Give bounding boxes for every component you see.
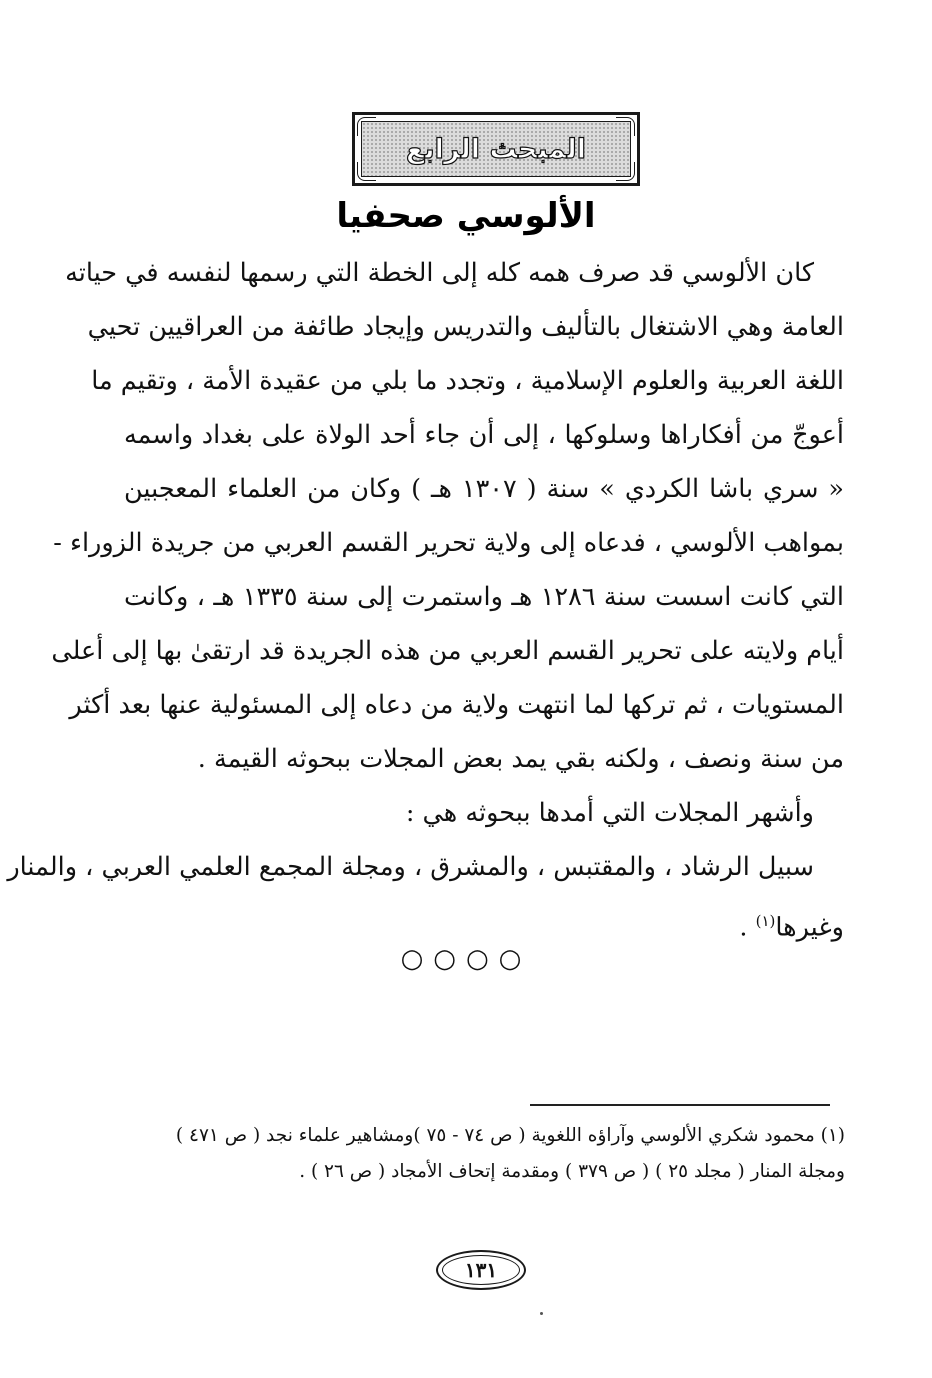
section-header-box <box>352 112 640 186</box>
ornament-corner <box>616 117 635 136</box>
section-separator: ○○○○ <box>400 944 532 974</box>
page-number-text: ١٣١ <box>464 1258 498 1282</box>
body-line: المستويات ، ثم تركها لما انتهت ولاية من دعاه إلى المسئولية عنها بعد أكثر <box>69 690 844 720</box>
body-line: أعوجّ من أفكاراها وسلوكها ، إلى أن جاء أحد الولاة على بغداد واسمه <box>124 420 844 450</box>
footnotes <box>100 1118 845 1190</box>
body-line: من سنة ونصف ، ولكنه بقي يمد بعض المجلات ببحوثه القيمة . <box>197 744 844 774</box>
body-line: العامة وهي الاشتغال بالتأليف والتدريس وإيجاد طائفة من العراقيين تحيي <box>87 312 844 342</box>
footnote-line: ومجلة المنار ( مجلد ٢٥ ) ( ص ٣٧٩ ) ومقدمة إتحاف الأمجاد ( ص ٢٦ ) . <box>299 1161 845 1182</box>
body-text-fragment: وغيرها <box>775 912 844 943</box>
chapter-title: الألوسي صحفيا <box>336 196 596 236</box>
body-text <box>7 246 845 948</box>
body-line: سبيل الرشاد ، والمقتبس ، والمشرق ، ومجلة المجمع العلمي العربي ، والمنار <box>7 852 814 882</box>
body-line: « سري باشا الكردي » سنة ( ١٣٠٧ هـ ) وكان من العلماء المعجبين <box>124 474 845 504</box>
footnote-divider <box>530 1104 830 1106</box>
body-line: بمواهب الألوسي ، فدعاه إلى ولاية تحرير القسم العربي من جريدة الزوراء - <box>53 528 844 558</box>
page-number <box>436 1250 526 1290</box>
body-text-fragment: . <box>739 912 756 943</box>
body-line: التي كانت اسست سنة ١٢٨٦ هـ واستمرت إلى سنة ١٣٣٥ هـ ، وكانت <box>124 582 844 612</box>
ornament-corner <box>357 117 376 136</box>
ornament-corner <box>616 162 635 181</box>
body-line: وأشهر المجلات التي أمدها ببحوثه هي : <box>405 798 814 828</box>
section-label: المبحث الرابع <box>406 133 586 165</box>
body-line: اللغة العربية والعلوم الإسلامية ، وتجدد ما بلي من عقيدة الأمة ، وتقيم ما <box>91 366 844 396</box>
body-line: أيام ولايته على تحرير القسم العربي من هذه الجريدة قد ارتقىٰ بها إلى أعلى <box>51 636 844 666</box>
body-line-last <box>124 894 844 948</box>
footnote-line: (١) محمود شكري الألوسي وآراؤه اللغوية ( ص ٧٤ - ٧٥ )ومشاهير علماء نجد ( ص ٤٧١ ) <box>175 1125 845 1146</box>
body-line: كان الألوسي قد صرف همه كله إلى الخطة التي رسمها لنفسه في حياته <box>65 258 814 288</box>
ornament-corner <box>357 162 376 181</box>
footnote-marker: (١) <box>755 912 776 930</box>
scan-speck <box>540 1312 543 1315</box>
